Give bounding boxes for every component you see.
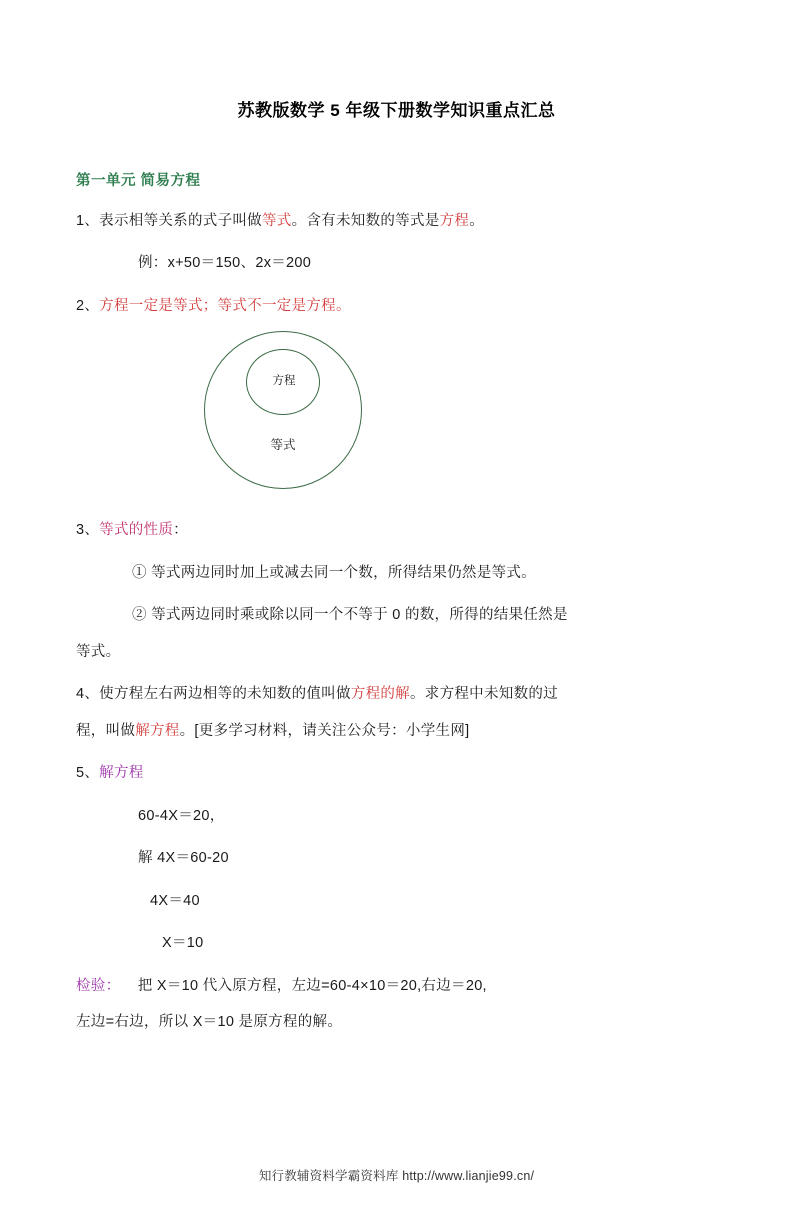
point-1-highlight-equation: 方程 bbox=[439, 213, 470, 229]
point-4-highlight-solution: 方程的解 bbox=[350, 686, 410, 703]
point-2-text: 方程一定是等式；等式不一定是方程。 bbox=[99, 297, 351, 314]
knowledge-point-1 bbox=[76, 210, 717, 232]
point-1-highlight-equation-expression: 等式 bbox=[261, 213, 292, 229]
point-3-colon: ： bbox=[173, 522, 188, 539]
knowledge-point-5 bbox=[76, 762, 717, 784]
solve-step-2: 解 4X＝60-20 bbox=[138, 850, 229, 867]
check-label: 检验： bbox=[76, 977, 121, 994]
point-1-text-a: 1、表示相等关系的式子叫做 bbox=[76, 213, 262, 229]
point-4-text-b: 。求方程中未知数的过 bbox=[409, 686, 558, 703]
check-text: 把 X＝10 代入原方程，左边=60-4×10＝20,右边＝20, bbox=[137, 977, 487, 994]
page-footer: 知行教辅资料学霸资料库 http://www.lianjie99.cn/ bbox=[258, 1169, 535, 1183]
point-3-sub-1: ① 等式两边同时加上或减去同一个数，所得结果仍然是等式。 bbox=[132, 564, 536, 581]
knowledge-point-3 bbox=[76, 519, 717, 541]
point-4-text-c: 程，叫做 bbox=[76, 722, 136, 739]
point-4-text-d: 。[更多学习材料，请关注公众号：小学生网] bbox=[179, 722, 470, 739]
knowledge-point-4 bbox=[76, 683, 717, 705]
point-1-text-b: 。含有未知数的等式是 bbox=[291, 213, 440, 229]
check-line-2: 左边=右边，所以 X＝10 是原方程的解。 bbox=[76, 1014, 343, 1031]
solve-step-1: 60-4X＝20， bbox=[138, 807, 225, 824]
point-3-sub-2-cont: 等式。 bbox=[76, 643, 121, 660]
knowledge-point-2 bbox=[76, 295, 717, 317]
unit-heading: 第一单元 简易方程 bbox=[76, 173, 201, 189]
document-page bbox=[0, 96, 793, 1218]
point-5-highlight: 解方程 bbox=[99, 765, 144, 782]
point-3-highlight: 等式的性质 bbox=[99, 522, 174, 539]
solve-step-4: X＝10 bbox=[162, 935, 204, 952]
solve-step-3: 4X＝40 bbox=[150, 892, 200, 909]
point-1-example: 例：x+50＝150、2x＝200 bbox=[138, 255, 312, 272]
page-title: 苏教版数学 5 年级下册数学知识重点汇总 bbox=[237, 101, 556, 120]
point-4-line-2 bbox=[76, 720, 717, 742]
inner-circle-label: 方程 bbox=[272, 375, 296, 388]
point-4-highlight-solve: 解方程 bbox=[135, 722, 180, 739]
point-5-number: 5、 bbox=[76, 765, 100, 782]
point-4-text-a: 4、使方程左右两边相等的未知数的值叫做 bbox=[76, 686, 351, 703]
venn-diagram bbox=[76, 327, 717, 499]
outer-circle-label: 等式 bbox=[270, 438, 296, 453]
check-line-1 bbox=[76, 975, 717, 997]
point-3-sub-2: ② 等式两边同时乘或除以同一个不等于 0 的数，所得的结果任然是 bbox=[132, 607, 568, 624]
point-1-text-c: 。 bbox=[469, 213, 484, 229]
point-3-number: 3、 bbox=[76, 522, 100, 539]
point-2-number: 2、 bbox=[76, 297, 100, 314]
